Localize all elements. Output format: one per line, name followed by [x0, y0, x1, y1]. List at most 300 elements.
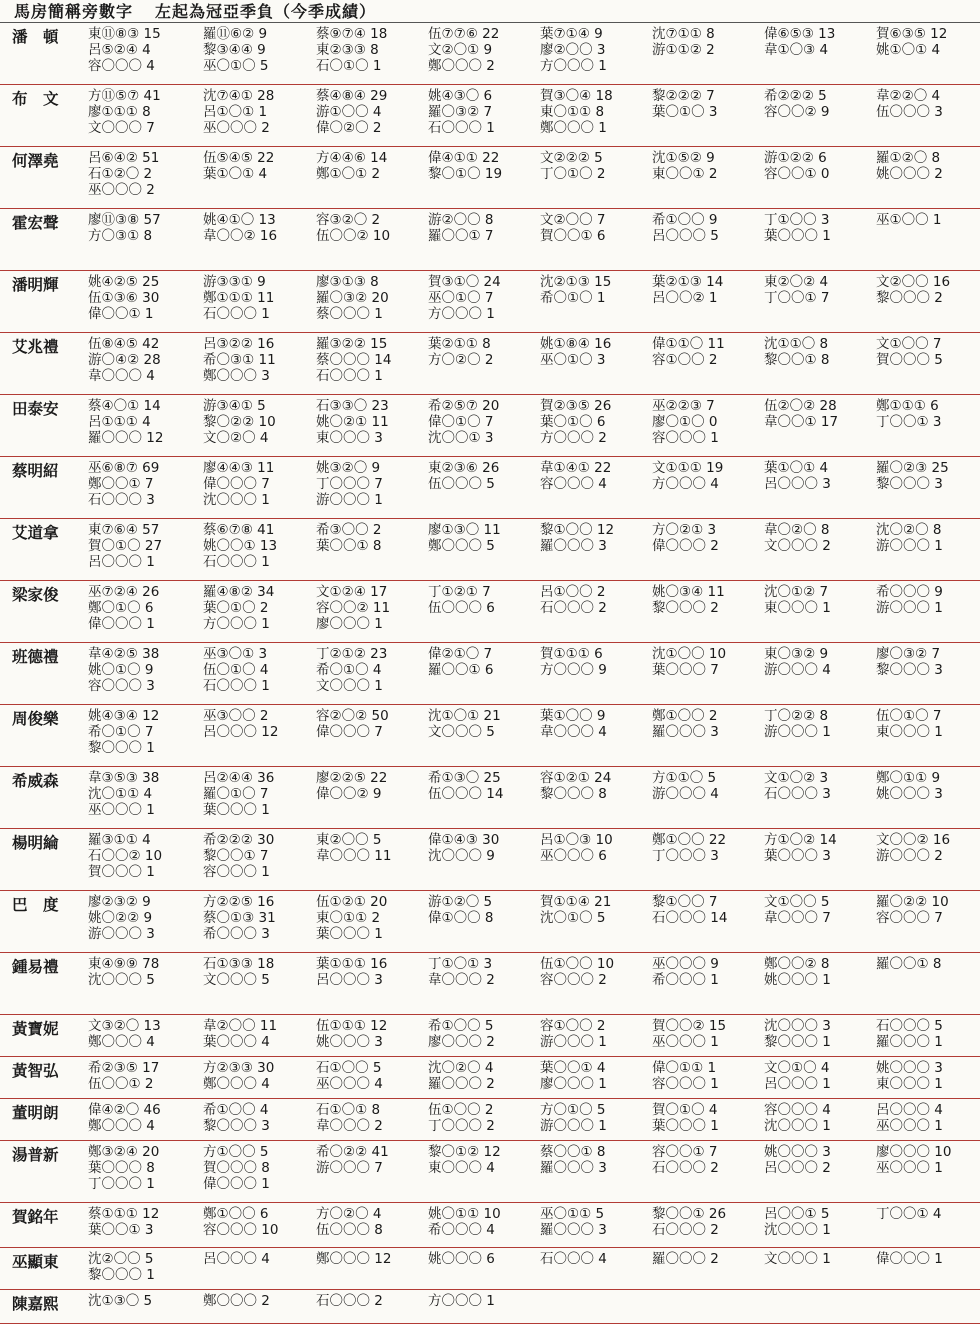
jockey-name: 湯普新 [12, 1146, 59, 1164]
trainer-record: 沈②①③ 15 [540, 274, 612, 290]
trainer-record: 文①〇〇 5 [764, 894, 830, 910]
trainer-record: 石〇〇〇 1 [203, 554, 270, 570]
page-header [0, 0, 980, 23]
trainer-record: 文〇〇〇 5 [203, 972, 270, 988]
trainer-record: 鄭③②④ 20 [88, 1144, 160, 1160]
trainer-record: 石〇〇〇 2 [652, 1222, 719, 1238]
trainer-record: 伍〇〇〇 6 [428, 600, 495, 616]
trainer-record: 廖〇〇〇 2 [428, 1034, 495, 1050]
trainer-record: 文〇〇〇 5 [428, 724, 495, 740]
trainer-record: 東〇〇〇 3 [316, 430, 383, 446]
trainer-record: 羅①②〇 8 [876, 150, 941, 166]
jockey-row [0, 519, 980, 581]
trainer-record: 容〇〇〇 1 [652, 1076, 719, 1092]
trainer-record-grid [88, 1057, 980, 1098]
trainer-record: 鄭①①① 11 [203, 290, 275, 306]
trainer-record: 希〇②② 41 [316, 1144, 389, 1160]
trainer-record: 巫〇〇〇 1 [876, 1160, 943, 1176]
jockey-row [0, 1057, 980, 1099]
jockey-name: 黃寶妮 [12, 1020, 59, 1038]
trainer-record: 游②〇〇 8 [428, 212, 494, 228]
trainer-record: 黎〇〇① 26 [652, 1206, 727, 1222]
trainer-record: 方〇〇〇 9 [540, 662, 607, 678]
trainer-record: 游〇〇〇 7 [316, 1160, 383, 1176]
trainer-record-grid [88, 1141, 980, 1202]
trainer-record: 東②〇〇 5 [316, 832, 382, 848]
trainer-record-grid [88, 767, 980, 828]
jockey-row [0, 147, 980, 209]
trainer-record: 沈②〇〇 5 [88, 1251, 154, 1267]
trainer-record: 黎〇〇① 7 [203, 848, 269, 864]
trainer-record: 方〇②① 3 [652, 522, 717, 538]
trainer-record: 容〇〇〇 4 [540, 476, 607, 492]
trainer-record: 韋〇〇〇 4 [88, 368, 155, 384]
trainer-record: 廖①③〇 11 [428, 522, 501, 538]
trainer-record: 伍⑤④⑤ 22 [203, 150, 275, 166]
jockey-name: 艾兆禮 [12, 338, 59, 356]
trainer-record-grid [88, 1290, 980, 1323]
trainer-record: 沈〇①〇 5 [540, 910, 606, 926]
trainer-record: 希①③〇 25 [428, 770, 501, 786]
trainer-record: 容〇〇② 11 [316, 600, 391, 616]
trainer-record: 羅〇〇① 8 [876, 956, 942, 972]
trainer-record: 鄭①①① 6 [876, 398, 939, 414]
trainer-record: 姚〇①〇 9 [88, 662, 154, 678]
trainer-record: 葉〇〇① 4 [540, 1060, 606, 1076]
trainer-record: 沈〇〇① 3 [428, 430, 494, 446]
trainer-record: 廖①①① 8 [88, 104, 151, 120]
trainer-record: 蔡〇〇〇 14 [316, 352, 392, 368]
trainer-record: 羅〇〇〇 2 [428, 1076, 495, 1092]
trainer-record-grid [88, 519, 980, 580]
jockey-row [0, 395, 980, 457]
trainer-record: 偉①①〇 11 [652, 336, 725, 352]
trainer-record: 方①〇〇 5 [203, 1144, 269, 1160]
trainer-record: 羅〇②② 10 [876, 894, 949, 910]
trainer-record: 伍①〇〇 10 [540, 956, 615, 972]
trainer-record: 韋〇〇② 16 [203, 228, 278, 244]
trainer-record: 巫⑥⑧⑦ 69 [88, 460, 160, 476]
trainer-record: 游①〇〇 4 [316, 104, 382, 120]
trainer-record: 偉①④③ 30 [428, 832, 500, 848]
trainer-record: 韋〇〇〇 4 [540, 724, 607, 740]
trainer-record: 伍①〇〇 2 [428, 1102, 494, 1118]
trainer-record: 希①〇〇 9 [652, 212, 718, 228]
trainer-record: 羅〇〇〇 2 [652, 1251, 719, 1267]
trainer-record: 葉〇〇〇 1 [316, 926, 383, 942]
trainer-record: 沈〇①② 7 [764, 584, 829, 600]
trainer-record: 希〇〇〇 1 [652, 972, 719, 988]
trainer-record: 賀〇〇② 15 [652, 1018, 727, 1034]
trainer-record: 東⑪⑧③ 15 [88, 26, 161, 42]
trainer-record: 偉〇〇〇 7 [203, 476, 270, 492]
header-subtitle: 左起為冠亞季負（今季成績） [155, 2, 377, 21]
trainer-record: 巫〇〇〇 2 [88, 182, 155, 198]
trainer-record: 姚〇②① 11 [316, 414, 389, 430]
trainer-record-grid [88, 953, 980, 1014]
trainer-record: 希②③⑤ 17 [88, 1060, 160, 1076]
header-title: 馬房簡稱旁數字 [14, 2, 134, 21]
trainer-record: 容③②〇 2 [316, 212, 381, 228]
jockey-name: 梁家俊 [12, 586, 59, 604]
trainer-record: 文〇①〇 4 [764, 1060, 830, 1076]
trainer-record: 巫②②③ 7 [652, 398, 715, 414]
trainer-record: 丁①②① 7 [428, 584, 491, 600]
trainer-record: 偉④①① 22 [428, 150, 500, 166]
trainer-record: 韋〇〇① 17 [764, 414, 839, 430]
trainer-record: 賀①①④ 21 [540, 894, 612, 910]
trainer-record: 丁〇〇〇 3 [652, 848, 719, 864]
trainer-record: 石〇〇〇 1 [203, 678, 270, 694]
trainer-record: 伍〇〇〇 8 [316, 1222, 383, 1238]
trainer-record: 游①②② 6 [764, 150, 827, 166]
jockey-name: 董明朗 [12, 1104, 59, 1122]
trainer-record: 方②③③ 30 [203, 1060, 275, 1076]
trainer-record: 丁〇①〇 2 [540, 166, 606, 182]
trainer-record: 石〇〇〇 3 [764, 786, 831, 802]
trainer-record: 伍②〇② 28 [764, 398, 837, 414]
trainer-record: 鄭〇〇〇 12 [316, 1251, 392, 1267]
trainer-record: 希〇③① 11 [203, 352, 276, 368]
trainer-record: 韋〇〇〇 11 [316, 848, 392, 864]
trainer-record: 呂〇〇① 5 [764, 1206, 830, 1222]
trainer-record: 賀①①① 6 [540, 646, 603, 662]
trainer-record: 游①①② 2 [652, 42, 715, 58]
trainer-record: 偉⑥⑤③ 13 [764, 26, 836, 42]
trainer-record: 韋①④① 22 [540, 460, 612, 476]
trainer-record: 蔡⑨⑦④ 18 [316, 26, 388, 42]
trainer-record: 姚〇〇① 13 [203, 538, 278, 554]
trainer-record: 韋①〇③ 4 [764, 42, 829, 58]
trainer-record: 蔡〇〇① 8 [540, 1144, 606, 1160]
trainer-record: 韋〇〇〇 2 [428, 972, 495, 988]
trainer-record: 方〇〇〇 4 [652, 476, 719, 492]
trainer-record: 鄭〇〇〇 4 [88, 1034, 155, 1050]
trainer-record: 容〇〇〇 10 [203, 1222, 279, 1238]
trainer-record: 東⑦⑥④ 57 [88, 522, 160, 538]
trainer-record: 文②〇① 9 [428, 42, 493, 58]
trainer-record: 石①〇① 8 [316, 1102, 381, 1118]
trainer-record: 方〇〇〇 1 [428, 1293, 495, 1309]
trainer-record: 羅〇②③ 25 [876, 460, 949, 476]
trainer-record: 伍〇〇〇 3 [876, 104, 943, 120]
trainer-record: 姚①〇① 4 [876, 42, 941, 58]
trainer-record: 偉〇①〇 7 [428, 414, 494, 430]
trainer-record: 東〇①① 8 [540, 104, 605, 120]
trainer-record: 羅〇③② 20 [316, 290, 389, 306]
trainer-record: 葉①〇① 4 [203, 166, 268, 182]
trainer-record: 姚〇〇〇 3 [764, 1144, 831, 1160]
trainer-record: 方〇〇〇 1 [203, 616, 270, 632]
trainer-record: 石〇〇〇 2 [652, 1160, 719, 1176]
trainer-record: 呂①〇〇 2 [540, 584, 606, 600]
trainer-record: 游〇〇〇 1 [540, 1034, 607, 1050]
trainer-record: 呂①〇③ 10 [540, 832, 613, 848]
trainer-record: 沈〇②〇 4 [428, 1060, 494, 1076]
trainer-record-grid [88, 457, 980, 518]
trainer-record: 文①〇〇 7 [876, 336, 942, 352]
trainer-record: 方〇〇〇 1 [428, 306, 495, 322]
trainer-record: 葉〇〇〇 3 [764, 848, 831, 864]
trainer-record-grid [88, 85, 980, 146]
trainer-record: 東④⑨⑨ 78 [88, 956, 160, 972]
jockey-row [0, 457, 980, 519]
trainer-record: 賀〇〇① 6 [540, 228, 606, 244]
trainer-record: 鄭①〇〇 22 [652, 832, 727, 848]
trainer-record: 廖〇〇〇 10 [876, 1144, 952, 1160]
jockey-row [0, 271, 980, 333]
trainer-record: 方④④⑥ 14 [316, 150, 388, 166]
trainer-record: 丁〇〇〇 1 [88, 1176, 155, 1192]
trainer-record: 韋②〇〇 11 [203, 1018, 278, 1034]
trainer-record: 伍①②① 20 [316, 894, 388, 910]
trainer-record: 石③③〇 23 [316, 398, 389, 414]
trainer-record: 葉〇〇〇 8 [88, 1160, 155, 1176]
trainer-record: 黎②②② 7 [652, 88, 715, 104]
trainer-record: 文③②〇 13 [88, 1018, 161, 1034]
trainer-record: 葉①①① 16 [316, 956, 388, 972]
trainer-record: 鄭〇〇① 7 [88, 476, 154, 492]
trainer-record: 沈〇〇〇 9 [428, 848, 495, 864]
trainer-record-grid [88, 1015, 980, 1056]
trainer-record: 賀②③⑤ 26 [540, 398, 612, 414]
trainer-record: 姚〇〇〇 3 [876, 786, 943, 802]
trainer-record-grid [88, 581, 980, 642]
trainer-record: 丁〇〇〇 7 [316, 476, 383, 492]
trainer-record: 容〇〇② 9 [764, 104, 830, 120]
jockey-row [0, 643, 980, 705]
trainer-record: 廖〇①〇 0 [652, 414, 718, 430]
trainer-record: 黎〇〇〇 1 [88, 740, 155, 756]
trainer-record: 姚④③〇 6 [428, 88, 493, 104]
trainer-record: 游〇〇〇 1 [316, 492, 383, 508]
trainer-record: 東②③③ 8 [316, 42, 379, 58]
trainer-record: 伍〇〇〇 14 [428, 786, 504, 802]
trainer-record: 容〇〇〇 2 [540, 972, 607, 988]
trainer-record: 賀〇〇〇 8 [203, 1160, 270, 1176]
trainer-record: 伍〇〇〇 5 [428, 476, 495, 492]
trainer-record: 羅〇〇〇 1 [876, 1034, 943, 1050]
trainer-record: 呂②④④ 36 [203, 770, 275, 786]
trainer-record: 沈①〇〇 10 [652, 646, 727, 662]
jockey-name: 鍾易禮 [12, 958, 59, 976]
trainer-record: 沈①⑤② 9 [652, 150, 715, 166]
trainer-record: 丁〇〇〇 2 [428, 1118, 495, 1134]
trainer-record: 希②②② 5 [764, 88, 827, 104]
trainer-record: 丁①〇① 3 [428, 956, 493, 972]
trainer-record: 黎〇①② 12 [428, 1144, 501, 1160]
trainer-record: 容〇〇〇 4 [88, 58, 155, 74]
trainer-record: 沈①〇① 21 [428, 708, 501, 724]
trainer-record: 偉①〇〇 8 [428, 910, 494, 926]
trainer-record: 蔡〇①③ 31 [203, 910, 276, 926]
trainer-record: 希〇〇〇 9 [876, 584, 943, 600]
trainer-record: 羅〇〇〇 3 [540, 538, 607, 554]
trainer-record: 黎〇〇〇 1 [764, 1034, 831, 1050]
trainer-record: 賀〇〇〇 1 [88, 864, 155, 880]
trainer-record: 葉〇〇〇 1 [652, 1118, 719, 1134]
trainer-record: 呂〇〇〇 5 [652, 228, 719, 244]
trainer-record: 文①〇② 3 [764, 770, 829, 786]
trainer-record: 羅⑪⑥② 9 [203, 26, 268, 42]
trainer-record: 呂〇〇〇 3 [316, 972, 383, 988]
trainer-record: 希③〇〇 2 [316, 522, 382, 538]
trainer-record: 葉②①③ 14 [652, 274, 724, 290]
trainer-record: 鄭〇〇〇 4 [88, 1118, 155, 1134]
trainer-record: 葉②①① 8 [428, 336, 491, 352]
trainer-record: 姚④③④ 12 [88, 708, 160, 724]
trainer-record: 石①③③ 18 [203, 956, 275, 972]
jockey-name: 陳嘉熙 [12, 1295, 59, 1313]
trainer-record: 巫③〇〇 2 [203, 708, 269, 724]
trainer-record: 賀③〇④ 18 [540, 88, 613, 104]
trainer-record: 文〇②〇 4 [203, 430, 269, 446]
trainer-record: 葉①〇〇 9 [540, 708, 606, 724]
trainer-record: 游〇〇〇 1 [876, 600, 943, 616]
trainer-record: 巫①〇〇 1 [876, 212, 942, 228]
trainer-record: 伍①③⑥ 30 [88, 290, 160, 306]
jockey-name: 田泰安 [12, 400, 59, 418]
jockey-name: 布 文 [12, 90, 59, 108]
trainer-record: 沈⑦④① 28 [203, 88, 275, 104]
trainer-record: 游③④① 5 [203, 398, 266, 414]
trainer-record-grid [88, 333, 980, 394]
trainer-record: 廖②②⑤ 22 [316, 770, 388, 786]
trainer-record: 東〇〇〇 1 [876, 724, 943, 740]
trainer-record: 蔡〇〇〇 1 [316, 306, 383, 322]
trainer-record: 黎〇〇〇 3 [876, 476, 943, 492]
trainer-record: 東〇①① 2 [316, 910, 381, 926]
trainer-record: 葉⑦①④ 9 [540, 26, 603, 42]
jockey-name: 何澤堯 [12, 152, 59, 170]
trainer-record: 韋〇〇〇 2 [316, 1118, 383, 1134]
trainer-record: 呂〇〇〇 4 [876, 1102, 943, 1118]
trainer-record: 呂③②② 16 [203, 336, 275, 352]
trainer-record: 廖③①③ 8 [316, 274, 379, 290]
trainer-record: 沈①①〇 8 [764, 336, 829, 352]
trainer-record: 東〇〇〇 1 [876, 1076, 943, 1092]
jockey-name: 潘 頓 [12, 28, 59, 46]
trainer-record: 韋④②⑤ 38 [88, 646, 160, 662]
jockey-row [0, 829, 980, 891]
trainer-record: 姚〇②② 9 [88, 910, 153, 926]
trainer-record: 葉〇①〇 2 [203, 600, 269, 616]
trainer-record: 黎〇〇① 8 [764, 352, 830, 368]
trainer-record: 葉〇〇〇 4 [203, 1034, 270, 1050]
trainer-record: 容〇〇〇 3 [88, 678, 155, 694]
trainer-record: 姚〇①① 10 [428, 1206, 501, 1222]
trainer-record: 黎①〇〇 12 [540, 522, 615, 538]
trainer-record: 容①②① 24 [540, 770, 612, 786]
trainer-record: 呂〇〇〇 3 [764, 476, 831, 492]
trainer-record-grid [88, 395, 980, 456]
trainer-record: 呂①〇① 1 [203, 104, 268, 120]
jockey-row [0, 1290, 980, 1324]
jockey-name: 賀銘年 [12, 1208, 59, 1226]
trainer-record: 容〇〇〇 1 [652, 430, 719, 446]
trainer-record: 偉〇①① 1 [652, 1060, 717, 1076]
trainer-record: 容〇〇① 7 [652, 1144, 718, 1160]
trainer-record: 游〇〇〇 2 [876, 848, 943, 864]
trainer-record: 偉〇②〇 2 [316, 120, 382, 136]
trainer-record: 文〇〇〇 1 [316, 678, 383, 694]
trainer-record: 巫〇〇〇 1 [88, 802, 155, 818]
trainer-record: 石①〇〇 5 [316, 1060, 382, 1076]
trainer-record: 姚〇〇〇 3 [316, 1034, 383, 1050]
trainer-record: 容〇〇〇 1 [203, 864, 270, 880]
trainer-record: 姚〇〇〇 2 [876, 166, 943, 182]
trainer-record: 容②〇② 50 [316, 708, 389, 724]
trainer-record: 偉④②〇 46 [88, 1102, 161, 1118]
trainer-record: 文②②② 5 [540, 150, 603, 166]
trainer-record: 羅〇〇① 6 [428, 662, 494, 678]
trainer-record: 蔡④〇① 14 [88, 398, 161, 414]
jockey-row [0, 1099, 980, 1141]
trainer-record: 韋③⑤③ 38 [88, 770, 160, 786]
trainer-record: 東②〇② 4 [764, 274, 829, 290]
trainer-record: 東②③⑥ 26 [428, 460, 500, 476]
trainer-record: 沈〇①① 4 [88, 786, 153, 802]
trainer-record: 廖④④③ 11 [203, 460, 275, 476]
trainer-record: 游〇〇〇 1 [764, 724, 831, 740]
trainer-record: 姚④②⑤ 25 [88, 274, 160, 290]
trainer-record: 伍〇①〇 7 [876, 708, 942, 724]
trainer-record: 賀③①〇 24 [428, 274, 501, 290]
trainer-record: 黎〇〇〇 8 [540, 786, 607, 802]
trainer-record: 鄭〇①① 9 [876, 770, 941, 786]
jockey-name: 巫顯東 [12, 1253, 59, 1271]
trainer-record: 葉〇〇〇 7 [652, 662, 719, 678]
trainer-record: 文〇〇〇 7 [88, 120, 155, 136]
trainer-record: 巫〇〇〇 4 [316, 1076, 383, 1092]
trainer-record: 鄭〇〇〇 2 [203, 1293, 270, 1309]
trainer-record: 伍①①① 12 [316, 1018, 388, 1034]
trainer-record: 巫〇〇〇 2 [203, 120, 270, 136]
trainer-record: 蔡④⑧④ 29 [316, 88, 388, 104]
trainer-record: 游③③① 9 [203, 274, 266, 290]
trainer-record: 羅〇〇〇 3 [652, 724, 719, 740]
trainer-record: 希〇〇〇 4 [428, 1222, 495, 1238]
trainer-record: 巫⑦②④ 26 [88, 584, 160, 600]
trainer-record: 姚〇〇〇 6 [428, 1251, 495, 1267]
trainer-record: 黎〇〇〇 3 [876, 662, 943, 678]
trainer-record: 廖〇〇〇 1 [316, 616, 383, 632]
jockey-name: 班德禮 [12, 648, 59, 666]
jockey-row [0, 767, 980, 829]
trainer-record: 游〇〇〇 4 [652, 786, 719, 802]
trainer-record: 葉〇①〇 3 [652, 104, 718, 120]
jockey-row [0, 333, 980, 395]
trainer-record: 羅〇〇〇 3 [540, 1160, 607, 1176]
trainer-record: 呂〇〇〇 1 [764, 1076, 831, 1092]
trainer-record: 韋〇②〇 8 [764, 522, 830, 538]
trainer-record: 方〇①〇 5 [540, 1102, 606, 1118]
trainer-record: 石〇〇〇 1 [203, 306, 270, 322]
trainer-record: 巫〇〇〇 9 [652, 956, 719, 972]
trainer-record: 呂〇〇〇 1 [88, 554, 155, 570]
trainer-record: 游〇④② 28 [88, 352, 161, 368]
jockey-name: 黃智弘 [12, 1062, 59, 1080]
trainer-record: 沈〇〇〇 5 [88, 972, 155, 988]
trainer-record: 鄭①〇① 2 [316, 166, 381, 182]
trainer-record-grid [88, 1203, 980, 1247]
jockey-row [0, 953, 980, 1015]
trainer-record: 石〇〇〇 3 [88, 492, 155, 508]
trainer-record: 黎〇〇〇 1 [88, 1267, 155, 1283]
trainer-record: 偉②①〇 7 [428, 646, 493, 662]
trainer-record: 石〇〇〇 14 [652, 910, 728, 926]
trainer-record-grid [88, 705, 980, 766]
